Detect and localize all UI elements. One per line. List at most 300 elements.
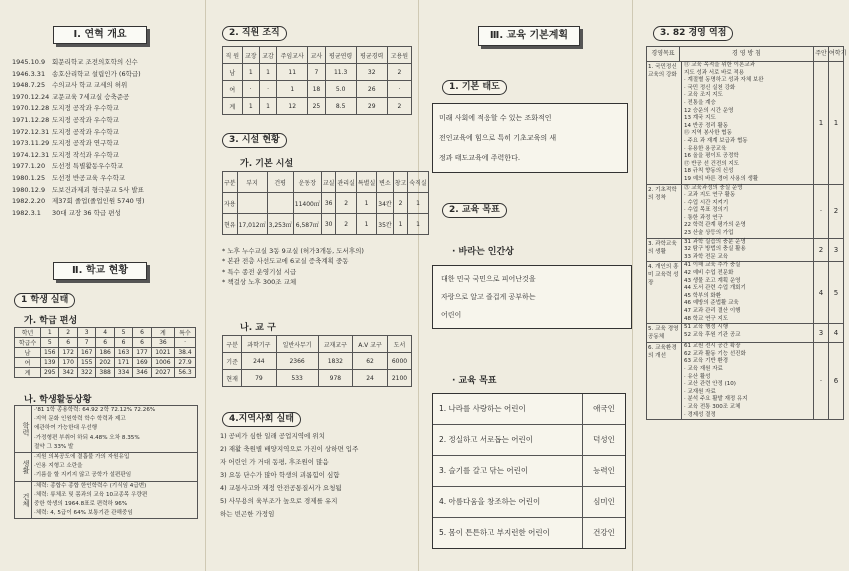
- class-table-row: [15, 358, 196, 368]
- management-policies: [681, 62, 813, 184]
- facility-table-header-cell: 구분: [223, 172, 238, 193]
- class-table-cell: 36: [151, 338, 174, 348]
- management-group-row: [647, 261, 843, 323]
- edu-goal-label: · 교육 목표: [452, 376, 497, 386]
- community-item: 5) 사무용의 육부조가 높으로 경제를 유지: [220, 497, 338, 505]
- ideal-person-label: · 바라는 인간상: [452, 247, 514, 257]
- management-policy-line: 42 예비 수업 전문화: [684, 270, 734, 277]
- edu-goal-tag: 능력인: [582, 456, 625, 486]
- equipment-table-header-cell: 교재교구: [318, 336, 352, 353]
- equipment-table-header-cell: 과학기구: [242, 336, 276, 353]
- history-row: [12, 92, 200, 104]
- class-table-header-cell: 4: [96, 328, 114, 338]
- activity-label: 학력: [15, 406, 32, 452]
- ideal-person-box: [432, 265, 632, 329]
- section-title-history: Ⅰ. 연혁 개요: [53, 26, 147, 44]
- management-goal: 2. 기초적학의 정착: [648, 186, 677, 201]
- management-goal: 6. 교육환경의 개선: [648, 345, 677, 360]
- history-date: 1972.12.31: [12, 127, 50, 136]
- facility-table-header-cell: 건평: [267, 172, 293, 193]
- management-policy-line: · 경제성 결정: [684, 411, 716, 418]
- facility-table-cell: [237, 193, 267, 214]
- management-header-cell: 주안: [813, 47, 828, 61]
- class-table-row: [15, 368, 196, 378]
- equipment-table-cell: 2366: [276, 353, 318, 370]
- management-policy-line: 63 교육 기반 환경: [684, 358, 729, 365]
- management-term-mark: 1: [828, 62, 843, 184]
- history-event: 도지정 공작과 우수학교: [52, 115, 119, 124]
- edu-goal-tag: 심미인: [582, 487, 625, 517]
- fold-line: [632, 0, 633, 571]
- class-table-cell: 388: [96, 368, 114, 378]
- equipment-table-cell: 62: [353, 353, 388, 370]
- class-table-cell: 163: [114, 348, 132, 358]
- management-policy-line: 12 승운의 시간 운영: [684, 107, 734, 114]
- activity-lines: [32, 482, 197, 519]
- facility-table-cell: 17,012㎡: [237, 214, 267, 235]
- management-policy-line: 14 반공 정리 활동: [684, 122, 729, 129]
- subsection-staff: 2. 직원 조직: [222, 26, 287, 41]
- activity-line: ·기름을 할 지키지 않고 공학가 설편판임: [34, 472, 132, 479]
- class-table-cell: 1021: [151, 348, 174, 358]
- facility-table-cell: 1: [408, 214, 428, 235]
- management-policy-line: · 수업 시간 지켜기: [684, 199, 729, 206]
- history-row: [12, 161, 200, 173]
- management-policy-line: · 교산 관련 안정 (10): [684, 381, 736, 388]
- equipment-table-cell: 1832: [318, 353, 352, 370]
- history-date: 1945.10.9: [12, 58, 46, 66]
- equipment-table-header-cell: 일반사무기: [276, 336, 318, 353]
- facility-table-row: [223, 214, 429, 235]
- edu-goal-tag: 덕성인: [582, 425, 625, 455]
- class-table-cell: 남: [15, 348, 41, 358]
- community-item: 자 어린인 가 거대 동평, 후조원이 많음: [220, 458, 329, 466]
- management-policy-line: 43 생물 조고 계획 운영: [684, 277, 741, 284]
- management-policy-line: 지도 성과 서로 바로 적용: [684, 69, 745, 76]
- equipment-table-cell: 2100: [387, 370, 411, 387]
- class-table-header-cell: 6: [133, 328, 151, 338]
- class-table-cell: 172: [59, 348, 77, 358]
- edu-goal-row: [433, 394, 625, 424]
- management-policy-line: ⑰ 반공 선 건전의 지도: [684, 160, 739, 167]
- history-event: 교문교육 7세교실 승축준공: [52, 92, 130, 101]
- management-policy-line: 19 예의 바른 경어 사용의 생활: [684, 175, 759, 182]
- staff-table-cell: 여: [223, 81, 243, 98]
- management-group-row: [647, 62, 843, 184]
- management-term-mark: 2: [828, 185, 843, 238]
- class-table-cell: 6: [96, 338, 114, 348]
- facility-table-cell: 34칸: [377, 193, 393, 214]
- section-title-school-status: Ⅱ. 학교 현황: [53, 262, 147, 280]
- history-date: 1946.3.31: [12, 69, 46, 78]
- facility-table-header-cell: 부지: [237, 172, 267, 193]
- staff-table-header-cell: 주임교사: [277, 47, 308, 64]
- facility-table-cell: 3,253㎡: [267, 214, 293, 235]
- staff-table-cell: 남: [223, 64, 243, 81]
- history-event: 회문리학교 조전의호학의 신수: [52, 58, 138, 66]
- history-date: 1970.12.24: [12, 92, 50, 101]
- activity-line: 중한 학생의 1964.8표로 편력하 96%: [34, 501, 128, 508]
- management-policies: [681, 343, 813, 419]
- class-composition-title: 가. 학급 편성: [24, 316, 78, 326]
- class-table-cell: 6: [59, 338, 77, 348]
- class-table-cell: 169: [133, 358, 151, 368]
- management-term-mark: 6: [828, 343, 843, 419]
- management-group-row: [647, 323, 843, 342]
- staff-table-cell: 29: [356, 98, 387, 115]
- facility-table-cell: 2: [336, 193, 356, 214]
- equipment-table-cell: 현재: [223, 370, 242, 387]
- equipment-table-cell: 24: [353, 370, 388, 387]
- management-main-mark: 3: [813, 324, 828, 342]
- management-policy-line: 44 도서 관련 수업 개회기: [684, 285, 746, 292]
- activity-line: ·'81 1학 종용학력: 64.92 2학 72.12% 72.26%: [34, 407, 156, 413]
- class-table-cell: 170: [59, 358, 77, 368]
- facility-table-row: [223, 193, 429, 214]
- staff-table-cell: 1: [242, 98, 259, 115]
- class-table-cell: 342: [59, 368, 77, 378]
- staff-table-cell: 18: [308, 81, 325, 98]
- staff-table-row: [223, 98, 412, 115]
- community-item: 3) 요동 단수가 많아 학생의 괴롭힘이 심함: [220, 471, 340, 479]
- equipment-table-cell: 79: [242, 370, 276, 387]
- facility-table-cell: 1: [356, 214, 376, 235]
- history-row: [12, 103, 200, 115]
- staff-table-header-cell: 평균경력: [356, 47, 387, 64]
- section-title-edu-plan: Ⅲ. 교육 기본계획: [478, 26, 580, 46]
- history-event: 도지정 작석과 우수학교: [52, 150, 119, 159]
- management-main-mark: 1: [813, 62, 828, 184]
- history-event: 도지정 공작과 연구학교: [52, 139, 119, 148]
- edu-goal-text: 3. 슬기를 갈고 닦는 어린이: [439, 466, 529, 475]
- history-row: [12, 185, 200, 197]
- equipment-table-cell: 244: [242, 353, 276, 370]
- activity-row: [15, 481, 197, 519]
- activity-line: ·체력: 종합수 종합 한인학력수 (기식임 4급변): [34, 482, 147, 489]
- facility-table: [222, 171, 429, 235]
- management-table: [646, 46, 847, 420]
- equipment-table-header-cell: A.V 교구: [353, 336, 388, 353]
- management-policy-line: 31 과학 실습의 충분 운영: [684, 238, 746, 245]
- activity-line: ·체력: 4, 5급이 64% 보통기관 관해중임: [34, 510, 133, 517]
- activity-lines: [32, 453, 197, 481]
- management-header-row: [647, 47, 847, 62]
- facility-table-cell: 1: [393, 214, 408, 235]
- equipment-table-row: [223, 353, 412, 370]
- edu-goal-row: [433, 455, 625, 486]
- equipment-table-cell: 기준: [223, 353, 242, 370]
- management-policy-line: 62 교과 활동 기능 선진화: [684, 350, 746, 357]
- facility-table-cell: 1: [408, 193, 428, 214]
- staff-table-cell: 5.0: [325, 81, 356, 98]
- management-term-mark: 3: [828, 239, 843, 262]
- management-goal: 3. 과학교육의 생활: [648, 240, 677, 255]
- facility-table-cell: 2: [393, 193, 408, 214]
- management-header-cell: 경 영 방 침: [679, 47, 813, 61]
- edu-goal-text: 4. 아름다움을 창조하는 어린이: [439, 497, 541, 506]
- history-event: 도지정 공작과 우수학교: [52, 127, 119, 136]
- facility-table-header-cell: 관리실: [336, 172, 356, 193]
- management-term-mark: 5: [828, 262, 843, 323]
- history-date: 1980.1.25: [12, 173, 46, 182]
- facility-notes: [222, 246, 412, 287]
- management-header-cell: 여학기: [828, 47, 843, 61]
- management-policy-line: · 계절별 동명하고 성과 자체 보완: [684, 77, 764, 84]
- activity-label: 생활: [15, 453, 32, 481]
- activity-line: ·가정형편 부취어 하되 4.48% 오차 8.35%: [34, 434, 140, 441]
- history-date: 1977.1.20: [12, 162, 46, 171]
- facility-table-header-cell: 변소: [377, 172, 393, 193]
- facility-table-cell: 36: [321, 193, 336, 214]
- facility-table-header-cell: 특별실: [356, 172, 376, 193]
- history-event: 수의교사 학교 교세의 허위: [52, 81, 128, 90]
- edu-goal-text: 2. 정실하고 서로돕는 어린이: [439, 435, 534, 444]
- fold-line: [418, 0, 419, 571]
- history-event: 제37회 졸업(졸업인원 5740 명): [52, 197, 145, 206]
- management-policy-line: · 국민 정신 실천 강화: [684, 84, 736, 91]
- history-date: 1982.3.1: [12, 208, 41, 217]
- activity-line: ·인용 지형고 소란을: [34, 463, 83, 470]
- edu-goal-table: [432, 393, 626, 549]
- class-table-header-cell: 3: [77, 328, 95, 338]
- management-policy-line: 48 학교 연구 지도: [684, 315, 729, 322]
- staff-table-cell: 11: [277, 64, 308, 81]
- history-row: [12, 127, 200, 139]
- history-row: [12, 115, 200, 127]
- facility-note: * 책걸상 노후 300조 교체: [222, 277, 297, 286]
- management-policy-line: · 분석 주요 활발 재정 유지: [684, 396, 748, 403]
- community-item: 1) 공비가 심한 일래 공업지역에 위치: [220, 432, 325, 440]
- ideal-person-line: 어린이: [441, 311, 462, 319]
- history-date: 1973.11.29: [12, 139, 50, 148]
- staff-table-cell: ·: [259, 81, 276, 98]
- management-policy-line: · 통한 과정 연구: [684, 214, 723, 221]
- class-table-cell: 7: [77, 338, 95, 348]
- class-table-cell: 6: [114, 338, 132, 348]
- class-table-cell: 56.3: [175, 368, 196, 378]
- class-table-cell: 139: [41, 358, 59, 368]
- staff-table-cell: 1: [259, 64, 276, 81]
- history-row: [12, 138, 200, 150]
- staff-table-cell: ·: [242, 81, 259, 98]
- class-table-cell: 167: [77, 348, 95, 358]
- facility-table-cell: 6,587㎡: [293, 214, 321, 235]
- management-group-row: [647, 184, 843, 238]
- management-main-mark: ·: [813, 343, 828, 419]
- management-main-mark: ·: [813, 185, 828, 238]
- staff-table-header-cell: 교사: [308, 47, 325, 64]
- history-row: [12, 173, 200, 185]
- activity-label: 건체: [15, 482, 32, 519]
- basic-attitude-box: [432, 103, 628, 173]
- edu-goal-tag: 애국인: [582, 394, 625, 424]
- management-main-mark: 4: [813, 262, 828, 323]
- class-table-row: [15, 338, 196, 348]
- class-table-cell: 334: [114, 368, 132, 378]
- basic-attitude-line: 정과 태도교육에 주력한다.: [439, 154, 521, 162]
- management-policy-line: · 주요 과 재계 보급과 협동: [684, 137, 748, 144]
- equipment-table-cell: 533: [276, 370, 318, 387]
- subsection-edu-goal: 2. 교육 목표: [442, 203, 507, 218]
- management-policy-line: · 교육 재원 자료: [684, 365, 723, 372]
- ideal-person-line: 대한 민국 국민으로 피어난것을: [441, 275, 536, 283]
- management-policy-line: 45 학부의 화환: [684, 292, 722, 299]
- subsection-facility: 3. 시설 현황: [222, 133, 287, 148]
- management-policy-line: 32 탐구 방법의 충실 활용: [684, 246, 746, 253]
- management-term-mark: 4: [828, 324, 843, 342]
- equipment-table-cell: 6000: [387, 353, 411, 370]
- edu-goal-row: [433, 424, 625, 455]
- subsection-community: 4.지역사회 실태: [222, 412, 301, 427]
- activity-row: [15, 406, 197, 452]
- subsection-management-focus: 3. 82 경영 역점: [653, 26, 733, 41]
- class-table-cell: ·: [175, 338, 196, 348]
- edu-goal-row: [433, 486, 625, 517]
- management-policy-line: · 수업 목표 정의기: [684, 207, 729, 214]
- staff-table-cell: 2: [387, 98, 411, 115]
- history-event: 도보건과제괴 형극분교 5사 발표: [52, 185, 144, 194]
- class-table-cell: 186: [96, 348, 114, 358]
- class-table-cell: 346: [133, 368, 151, 378]
- management-policies: [681, 185, 813, 238]
- subsection-student-status: 1 학생 실태: [14, 293, 75, 308]
- staff-table-cell: 32: [356, 64, 387, 81]
- class-table-cell: 295: [41, 368, 59, 378]
- management-policy-line: 46 예방의 준법활 교육: [684, 300, 739, 307]
- management-policy-line: 41 이해 교육 추가 충실: [684, 262, 741, 269]
- activity-lines: [32, 406, 197, 452]
- management-goal: 1. 국민정신교육의 강화: [648, 64, 677, 78]
- management-policy-line: 18 규칙 향동의 신성: [684, 168, 734, 175]
- management-policies: [681, 262, 813, 323]
- history-row: [12, 150, 200, 162]
- class-table-cell: 156: [41, 348, 59, 358]
- class-table-cell: 322: [77, 368, 95, 378]
- staff-table-row: [223, 81, 412, 98]
- class-table-header-cell: 5: [114, 328, 132, 338]
- staff-table-row: [223, 64, 412, 81]
- activity-line: ·지역 문화 인원학력 학수 학력과 제고: [34, 416, 126, 423]
- class-table-header-cell: 특수: [175, 328, 196, 338]
- activity-line: ·지원 의복공도에 결흡불 가의 자원유입: [34, 454, 130, 461]
- staff-table-cell: 7: [308, 64, 325, 81]
- management-policy-line: ⑮ 지역 봉사한 협동: [684, 130, 732, 137]
- staff-table-cell: 2: [387, 64, 411, 81]
- class-table-header-cell: 1: [41, 328, 59, 338]
- equipment-table-header-cell: 도서: [387, 336, 411, 353]
- class-table-cell: 여: [15, 358, 41, 368]
- staff-table-cell: 12: [277, 98, 308, 115]
- facility-table-cell: 11400㎡: [293, 193, 321, 214]
- staff-table-cell: 1: [277, 81, 308, 98]
- history-event: 도선정 특별활동우수학교: [52, 162, 124, 171]
- management-policy-line: 47 교과 관리 결산 이행: [684, 308, 741, 314]
- management-policy-line: 13 계국 지도: [684, 115, 716, 122]
- basic-facility-title: 가. 기본 시설: [240, 159, 294, 169]
- history-event: 도지정 공작과 우수학교: [52, 104, 119, 113]
- management-policy-line: · 유산 활성: [684, 373, 711, 380]
- facility-note: * 특수 종전 운영기설 시급: [222, 267, 297, 276]
- facility-table-cell: [267, 193, 293, 214]
- management-goal: 4. 개인의 흥미 교육력 성장: [648, 264, 679, 287]
- history-event: 송호산리학교 설립인가 (6학급): [52, 69, 141, 78]
- staff-table-cell: 25: [308, 98, 325, 115]
- staff-table-cell: 1: [259, 98, 276, 115]
- history-date: 1982.2.20: [12, 197, 46, 206]
- facility-table-header-cell: 창고: [393, 172, 408, 193]
- staff-table-header-cell: 직 원: [223, 47, 243, 64]
- management-policies: [681, 239, 813, 262]
- facility-table-header-cell: 운동장: [293, 172, 321, 193]
- staff-table-header-cell: 평균연령: [325, 47, 356, 64]
- management-policy-line: ⑪ 교육 목적을 위한 이론교과: [684, 62, 755, 68]
- history-list: [12, 57, 200, 219]
- class-table-header-cell: 2: [59, 328, 77, 338]
- class-table-cell: 6: [133, 338, 151, 348]
- class-table-cell: 38.4: [175, 348, 196, 358]
- facility-note: * 노후 누수교실 3동 9교실 (허가3개동, 도서후의): [222, 247, 364, 255]
- activity-line: ·체력: 류체조 및 몸과의 교육 10교종목 우량편: [34, 491, 148, 498]
- class-table-header-cell: 계: [151, 328, 174, 338]
- history-date: 1971.12.28: [12, 115, 50, 124]
- community-item: 4) 교통사고와 재정 안전공통질서가 요청됨: [220, 484, 342, 492]
- management-policy-line: 61 교원 전시 공간 확장: [684, 343, 741, 350]
- facility-table-header-cell: 숙직실: [408, 172, 428, 193]
- activity-line: 절약 그 33% 발: [34, 443, 74, 450]
- activity-table: [14, 405, 198, 519]
- management-policy-line: 33 과학 전문 교육: [684, 253, 729, 260]
- class-table-header-cell: 학년: [15, 328, 41, 338]
- class-table-row: [15, 348, 196, 358]
- management-policy-line: 16 올을 평이트 공정학: [684, 153, 739, 160]
- class-table-cell: 학급수: [15, 338, 41, 348]
- equipment-table-cell: 978: [318, 370, 352, 387]
- management-policy-line: 22 학력 관계 평가의 운영: [684, 222, 746, 229]
- management-policy-line: · 교재원 자료: [684, 388, 716, 395]
- history-date: 1974.12.31: [12, 150, 50, 159]
- staff-table-cell: 1: [242, 64, 259, 81]
- management-policy-line: · 교과 지도 연구 활동: [684, 192, 736, 199]
- staff-table-header-cell: 고용원: [387, 47, 411, 64]
- history-date: 1980.12.9: [12, 185, 46, 194]
- management-policy-line: · 유용한 용공교육: [684, 145, 727, 152]
- management-policy-line: · 교육 조지 지도: [684, 92, 723, 99]
- class-table-cell: 177: [133, 348, 151, 358]
- history-row: [12, 80, 200, 92]
- history-date: 1948.7.25: [12, 81, 46, 90]
- basic-attitude-line: 미래 사회에 적응할 수 있는 조화적인: [439, 114, 552, 122]
- activity-line: 에관하여 가능한대 우선행: [34, 425, 97, 432]
- management-group-row: [647, 238, 843, 262]
- management-group-row: [647, 342, 843, 419]
- class-table-cell: 202: [96, 358, 114, 368]
- history-row: [12, 69, 200, 81]
- class-table: [14, 327, 196, 378]
- facility-table-cell: 2: [336, 214, 356, 235]
- management-policy-line: 51 교육 행정 시행: [684, 324, 729, 331]
- class-table-cell: 171: [114, 358, 132, 368]
- facility-table-cell: 현유: [223, 214, 238, 235]
- edu-goal-text: 5. 몸이 튼튼하고 부지런한 어린이: [439, 528, 550, 537]
- management-policy-line: ㉑ 교육과정의 충실 운영: [684, 184, 743, 191]
- management-policy-line: · 전통을 계승: [684, 99, 716, 106]
- class-table-cell: 2027: [151, 368, 174, 378]
- staff-table-header-cell: 교장: [242, 47, 259, 64]
- facility-table-cell: 1: [356, 193, 376, 214]
- history-row: [12, 57, 200, 69]
- facility-table-header-cell: 교실: [321, 172, 336, 193]
- community-list: [220, 430, 412, 521]
